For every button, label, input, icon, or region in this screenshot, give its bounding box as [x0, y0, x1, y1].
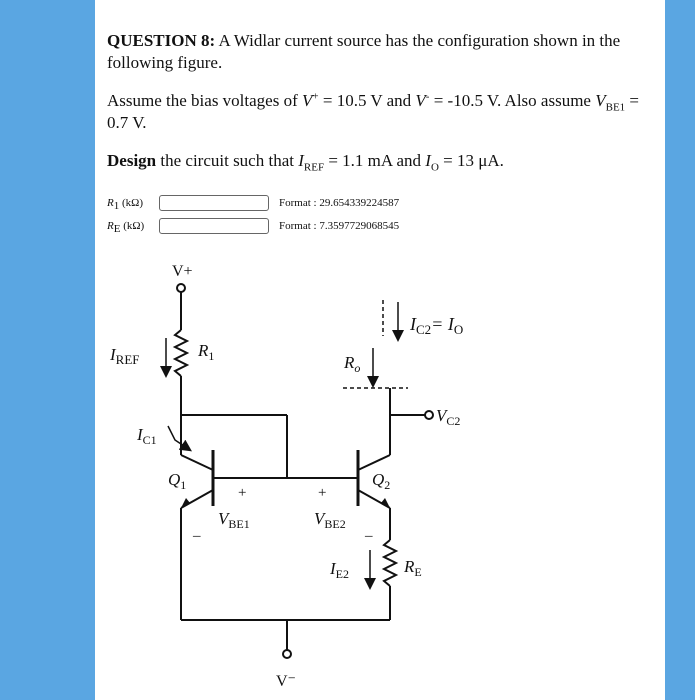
ro-label: $R_o$: [344, 353, 361, 375]
vbe2-minus: –: [365, 528, 373, 544]
vbe1-minus: –: [193, 528, 201, 544]
vc2-label: $V_{C2}$: [436, 406, 461, 428]
widlar-circuit-diagram: [95, 250, 665, 700]
r1-resistor: [175, 330, 187, 376]
io-sub: O: [430, 161, 439, 174]
r1-label-unit: (kΩ): [121, 197, 143, 209]
re-format-hint: Format : 7.3597729068545: [279, 220, 400, 232]
vminus-value: = -10.5 V. Also assume: [433, 91, 591, 110]
iref-sub: REF: [303, 161, 325, 174]
vbe1-plus: +: [238, 485, 247, 501]
vc2-terminal: [425, 411, 433, 419]
design-paragraph: [107, 150, 657, 172]
vplus-value: = 10.5 V and: [322, 91, 412, 110]
design-text: the circuit such that: [160, 151, 294, 170]
question-number: QUESTION 8:: [107, 31, 216, 50]
re-resistor: [384, 540, 396, 586]
ic1-arrow: [168, 426, 187, 448]
vbe-value: = 0.7 V.: [107, 91, 640, 132]
ie2-label: $I_{E2}$: [330, 559, 350, 581]
assume-text: Assume the bias voltages of: [107, 91, 298, 110]
re-label-unit: (kΩ): [123, 220, 145, 232]
r1-label-sub: 1: [113, 200, 120, 213]
vplus-terminal: [177, 284, 185, 292]
r1-field-label: [107, 197, 157, 213]
q1-label: $Q_1$: [168, 470, 187, 492]
r1-input[interactable]: [159, 195, 269, 211]
vplus-label: V+: [172, 263, 193, 280]
io-value: = 13 μA.: [443, 151, 504, 170]
vminus-symbol: V: [415, 91, 426, 110]
ic2-label: $I_{C2}= I_O$: [410, 314, 464, 337]
re-input[interactable]: [159, 218, 269, 234]
design-label: Design: [107, 151, 157, 170]
question-card: [95, 0, 665, 700]
vbe-sub: BE1: [605, 101, 626, 114]
re-label: $R_E$: [404, 557, 422, 579]
iref-label: $I_{REF}$: [110, 345, 140, 367]
vbe-symbol: V: [595, 91, 606, 110]
vbe2-plus: +: [318, 485, 327, 501]
r1-label: $R_1$: [198, 341, 215, 363]
vplus-sup: +: [312, 90, 319, 103]
r1-label-sym: R: [107, 197, 114, 209]
question-intro-text: A Widlar current source has the configuration shown in the following figure.: [107, 31, 621, 72]
vplus-symbol: V: [302, 91, 313, 110]
vbe2-label: $V_{BE2}$: [314, 509, 346, 531]
re-label-sym: R: [107, 220, 114, 232]
iref-value: = 1.1 mA and: [328, 151, 422, 170]
r1-format-hint: Format : 29.654339224587: [279, 197, 400, 209]
ic1-label: $I_{C1}$: [137, 425, 157, 447]
iref-symbol: I: [298, 151, 304, 170]
vminus-terminal: [283, 650, 291, 658]
vminus-sup: -: [425, 90, 430, 103]
assumption-paragraph: [107, 90, 657, 134]
vminus-label: V⁻: [276, 673, 296, 690]
vbe1-label: $V_{BE1}$: [218, 509, 250, 531]
re-label-sub: E: [113, 223, 121, 236]
q2-label: $Q_2$: [372, 470, 391, 492]
io-symbol: I: [425, 151, 431, 170]
question-intro: [107, 30, 657, 74]
re-field-label: [107, 220, 157, 236]
